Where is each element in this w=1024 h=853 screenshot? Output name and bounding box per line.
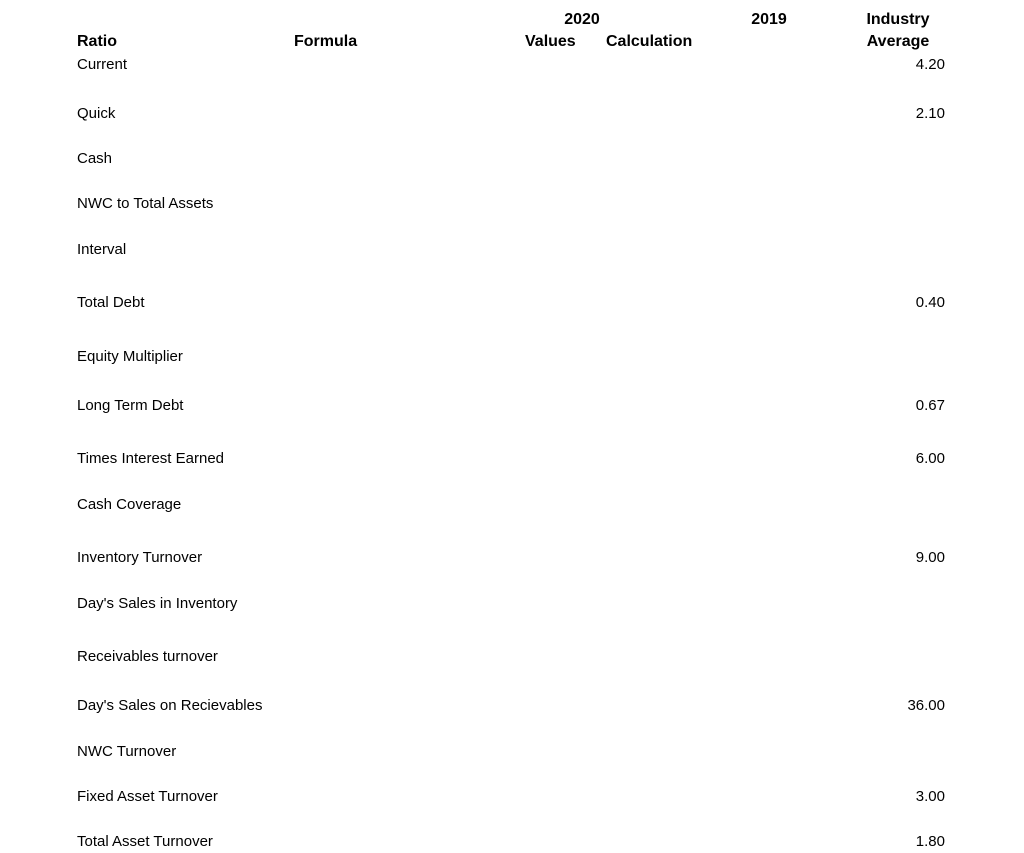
table-row (0, 647, 1024, 667)
table-row (0, 787, 1024, 807)
header-industry: Industry (866, 11, 930, 28)
header-average: Average (866, 33, 930, 50)
row-label: NWC to Total Assets (77, 195, 214, 212)
table-row (0, 149, 1024, 169)
row-label: Total Debt (77, 294, 145, 311)
header-values: Values (525, 33, 576, 50)
row-label: Times Interest Earned (77, 450, 225, 467)
header-year-2020: 2020 (564, 11, 600, 28)
industry-average-value: 3.00 (915, 788, 945, 805)
row-label: Long Term Debt (77, 397, 184, 414)
header-formula: Formula (294, 33, 358, 50)
table-row (0, 594, 1024, 614)
row-label: Quick (77, 105, 116, 122)
table-row (0, 293, 1024, 313)
table-row (0, 548, 1024, 568)
industry-average-value: 9.00 (915, 549, 945, 566)
table-row (0, 696, 1024, 716)
table-row (0, 832, 1024, 852)
row-label: Equity Multiplier (77, 348, 183, 365)
header-calculation: Calculation (606, 33, 693, 50)
table-row (0, 347, 1024, 367)
row-label: Day's Sales in Inventory (77, 595, 238, 612)
row-label: Day's Sales on Recievables (77, 697, 263, 714)
table-row (0, 742, 1024, 762)
industry-average-value: 36.00 (907, 697, 945, 714)
row-label: Cash Coverage (77, 496, 182, 513)
row-label: Inventory Turnover (77, 549, 203, 566)
industry-average-value: 6.00 (915, 450, 945, 467)
header-year-2019: 2019 (751, 11, 787, 28)
table-row (0, 495, 1024, 515)
industry-average-value: 0.67 (915, 397, 945, 414)
row-label: Current (77, 56, 128, 73)
industry-average-value: 2.10 (915, 105, 945, 122)
row-label: Total Asset Turnover (77, 833, 213, 850)
row-label: Fixed Asset Turnover (77, 788, 218, 805)
table-row (0, 396, 1024, 416)
row-label: NWC Turnover (77, 743, 177, 760)
table-row (0, 104, 1024, 124)
industry-average-value: 4.20 (915, 56, 945, 73)
row-label: Cash (77, 150, 113, 167)
table-row (0, 55, 1024, 75)
row-label: Interval (77, 241, 127, 258)
header-ratio: Ratio (77, 33, 117, 50)
industry-average-value: 0.40 (915, 294, 945, 311)
row-label: Receivables turnover (77, 648, 218, 665)
table-row (0, 240, 1024, 260)
industry-average-value: 1.80 (915, 833, 945, 850)
table-row (0, 194, 1024, 214)
table-row (0, 449, 1024, 469)
